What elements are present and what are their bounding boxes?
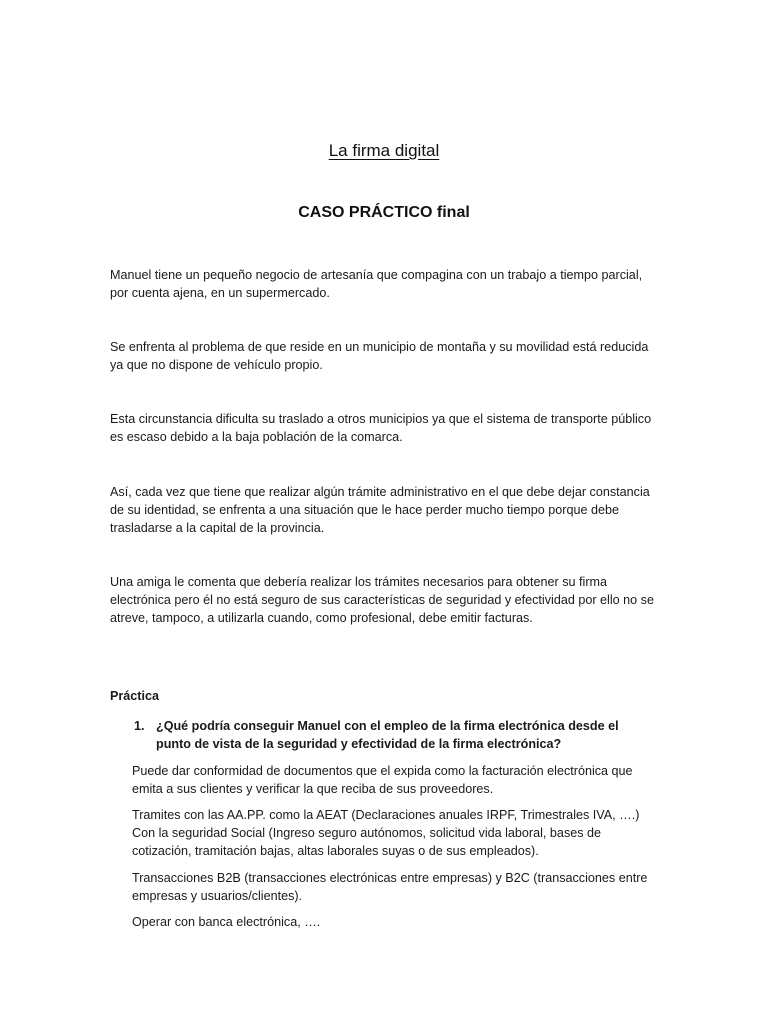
paragraph-5: Una amiga le comenta que debería realizar los trámites necesarios para obtener su firma electrónica pero él no está seguro de sus características de seguridad y efectividad por ello no se atreve, tampoco, a utilizarla cuando, como profesional, debe emitir facturas. <box>110 575 654 625</box>
question-item <box>110 717 655 753</box>
answer-paragraph-4: Operar con banca electrónica, …. <box>132 915 321 929</box>
paragraph-2: Se enfrenta al problema de que reside en un municipio de montaña y su movilidad está reducida ya que no dispone de vehículo propio. <box>110 340 649 372</box>
paragraph-3: Esta circunstancia dificulta su traslado a otros municipios ya que el sistema de transporte público es escaso debido a la baja población de la comarca. <box>110 412 652 444</box>
section-label: Práctica <box>110 689 160 703</box>
document-subtitle: CASO PRÁCTICO final <box>298 204 470 221</box>
document-title: La firma digital <box>328 141 440 160</box>
answer-paragraph-3: Transacciones B2B (transacciones electrónicas entre empresas) y B2C (transacciones entre empresas y usuarios/clientes). <box>132 871 648 903</box>
answer-paragraph-2: Tramites con las AA.PP. como la AEAT (Declaraciones anuales IRPF, Trimestrales IVA, ….) Con la seguridad Social (Ingreso seguro autónomos, solicitud vida laboral, bases de cotización, tramitación bajas, altas laborales suyas o de sus empleados). <box>132 808 640 858</box>
question-number: 1. <box>134 719 145 733</box>
answer-paragraph-1: Puede dar conformidad de documentos que el expida como la facturación electrónica que emita a sus clientes y verificar la que reciba de sus proveedores. <box>132 764 633 796</box>
paragraph-4: Así, cada vez que tiene que realizar algún trámite administrativo en el que debe dejar constancia de su identidad, se enfrenta a una situación que le hace perder mucho tiempo porque debe trasladarse a la capital de la provincia. <box>110 485 650 535</box>
paragraph-1: Manuel tiene un pequeño negocio de artesanía que compagina con un trabajo a tiempo parcial, por cuenta ajena, en un supermercado. <box>110 268 643 300</box>
question-text: ¿Qué podría conseguir Manuel con el empleo de la firma electrónica desde el punto de vista de la seguridad y efectividad de la firma electrónica? <box>156 719 619 751</box>
